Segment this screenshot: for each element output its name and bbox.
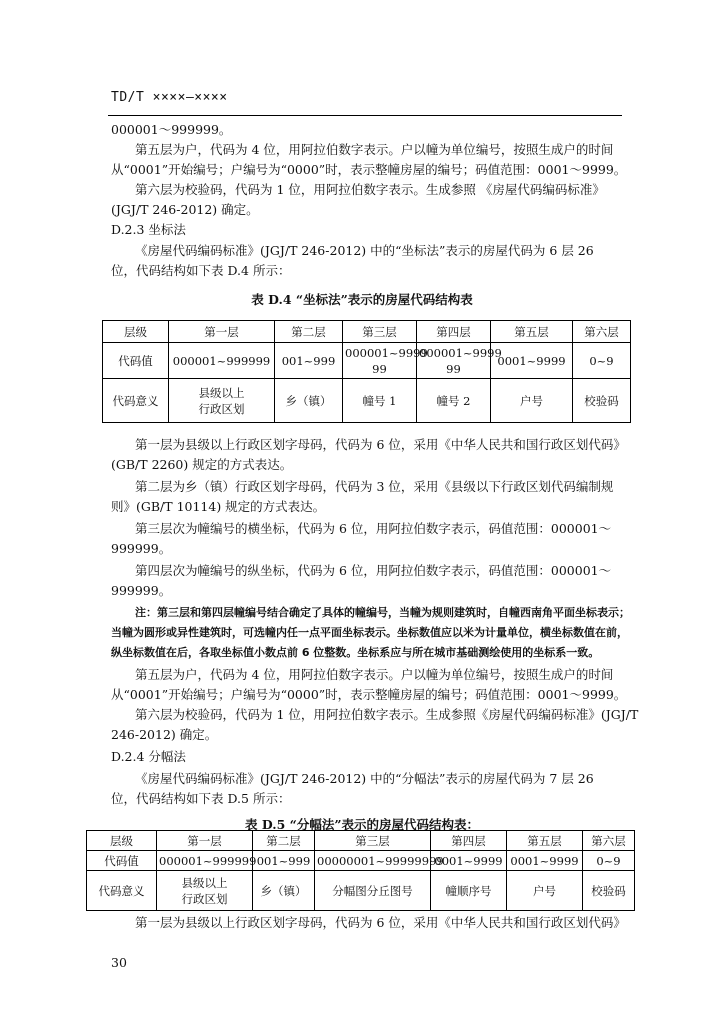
text-line: 第五层为户，代码为 4 位，用阿拉伯数字表示。户以幢为单位编号，按照生成户的时间: [135, 142, 614, 157]
text-line: 第三层次为幢编号的横坐标，代码为 6 位，用阿拉伯数字表示，码值范围：000001～: [135, 521, 612, 536]
table-header-cell: 层级: [103, 321, 169, 343]
table-header-row: [87, 831, 635, 851]
table-cell: 乡（镇）: [253, 871, 315, 911]
table-cell: [157, 871, 253, 911]
table-cell: 分幅图分丘图号: [315, 871, 431, 911]
note-line: 注：第三层和第四层幢编号结合确定了具体的幢编号，当幢为规则建筑时，自幢西南角平面坐标表示；: [135, 606, 630, 619]
table-cell: 校验码: [573, 379, 631, 423]
table-header-cell: 第四层: [431, 831, 507, 851]
text-line: 第五层为户，代码为 4 位，用阿拉伯数字表示。户以幢为单位编号，按照生成户的时间: [135, 667, 614, 682]
table-header-cell: 层级: [87, 831, 157, 851]
table-cell: 001~999: [275, 343, 343, 379]
table-header-cell: 第二层: [275, 321, 343, 343]
note-line: 当幢为圆形或异性建筑时，可选幢内任一点平面坐标表示。坐标数值应以米为计量单位，横坐标数值在前，: [111, 626, 628, 639]
table-cell: [169, 379, 275, 423]
text-line: 第四层次为幢编号的纵坐标，代码为 6 位，用阿拉伯数字表示，码值范围：000001～: [135, 563, 612, 578]
text-line: 第六层为校验码，代码为 1 位，用阿拉伯数字表示。生成参照 《房屋代码编码标准》: [135, 182, 605, 197]
text-line: (GB/T 2260) 规定的方式表达。: [111, 457, 293, 472]
table-header-cell: 第六层: [573, 321, 631, 343]
text-line: 第一层为县级以上行政区划字母码，代码为 6 位，采用《中华人民共和国行政区划代码》: [135, 437, 626, 452]
table-cell: 00000001~99999999: [315, 851, 431, 871]
text-line: 246-2012) 确定。: [111, 727, 218, 742]
text-line: 位，代码结构如下表 D.5 所示：: [111, 791, 291, 806]
table-header-cell: 第六层: [583, 831, 635, 851]
table-header-cell: 第一层: [169, 321, 275, 343]
section-heading: D.2.3 坐标法: [111, 222, 186, 237]
table-cell: 幢顺序号: [431, 871, 507, 911]
cell-line: 99: [372, 361, 387, 376]
table-header-row: [103, 321, 631, 343]
note-line: 纵坐标数值在后，各取坐标值小数点前 6 位整数。坐标系应与所在城市基础测绘使用的坐标系一致。: [111, 646, 600, 659]
table-cell: 0001~9999: [491, 343, 573, 379]
text-line: 从“0001”开始编号；户编号为“0000”时，表示整幢房屋的编号；码值范围：0001～9999。: [111, 687, 627, 702]
text-line: 《房屋代码编码标准》(JGJ/T 246-2012) 中的“分幅法”表示的房屋代码为 7 层 26: [135, 771, 594, 786]
table-cell: 代码值: [87, 851, 157, 871]
table-header-cell: 第五层: [491, 321, 573, 343]
table-header-cell: 第三层: [343, 321, 417, 343]
page-number: 30: [111, 955, 127, 970]
text-line: 999999。: [111, 541, 172, 556]
section-heading: D.2.4 分幅法: [111, 749, 186, 764]
table-row: [103, 379, 631, 423]
table-cell: 代码意义: [103, 379, 169, 423]
table-header-cell: 第一层: [157, 831, 253, 851]
table-cell: 幢号 1: [343, 379, 417, 423]
table-cell: 000001~999999: [169, 343, 275, 379]
table-cell: 0001~9999: [507, 851, 583, 871]
table-cell: 幢号 2: [417, 379, 491, 423]
text-line: 第一层为县级以上行政区划字母码，代码为 6 位，采用《中华人民共和国行政区划代码》: [135, 915, 626, 930]
cell-line: 县级以上: [181, 875, 228, 890]
table-cell: [343, 343, 428, 379]
cell-line: 000001~9999: [345, 345, 428, 360]
table-header-cell: 第二层: [253, 831, 315, 851]
text-line: 则》(GB/T 10114) 规定的方式表达。: [111, 499, 326, 514]
cell-line: 000001~9999: [419, 345, 502, 360]
text-line: (JGJ/T 246-2012) 确定。: [111, 202, 259, 217]
text-line: 000001～999999。: [111, 122, 232, 137]
text-line: 第二层为乡（镇）行政区划字母码，代码为 3 位，采用《县级以下行政区划代码编制规: [135, 479, 614, 494]
table-cell: [417, 343, 502, 379]
table-caption: 表 D.5 “分幅法”表示的房屋代码结构表：: [244, 817, 480, 832]
cell-line: 行政区划: [198, 401, 245, 416]
text-line: 第六层为校验码，代码为 1 位，用阿拉伯数字表示。生成参照《房屋代码编码标准》(JGJ/T: [135, 707, 639, 722]
table-row: [87, 851, 635, 871]
table-header-cell: 第四层: [417, 321, 491, 343]
table-cell: 0~9: [573, 343, 631, 379]
table-cell: 乡（镇）: [275, 379, 343, 423]
table-cell: 户号: [507, 871, 583, 911]
table-cell: 校验码: [583, 871, 635, 911]
table-cell: 户号: [491, 379, 573, 423]
text-line: 999999。: [111, 583, 172, 598]
table-cell: 代码意义: [87, 871, 157, 911]
document-header: TD/T ××××—××××: [111, 90, 228, 105]
table-cell: 000001~999999: [157, 851, 253, 871]
table-header-cell: 第三层: [315, 831, 431, 851]
text-line: 位，代码结构如下表 D.4 所示：: [111, 263, 291, 278]
cell-line: 99: [446, 361, 461, 376]
text-line: 《房屋代码编码标准》(JGJ/T 246-2012) 中的“坐标法”表示的房屋代码为 6 层 26: [135, 243, 594, 258]
code-structure-table-d5: [86, 830, 635, 911]
table-cell: 001~999: [253, 851, 315, 871]
table-row: [87, 871, 635, 911]
cell-line: 行政区划: [181, 891, 228, 906]
table-header-cell: 第五层: [507, 831, 583, 851]
cell-line: 县级以上: [198, 385, 245, 400]
code-structure-table-d4: [102, 320, 631, 423]
header-rule: [108, 115, 622, 116]
table-row: [103, 343, 631, 379]
table-caption: 表 D.4 “坐标法”表示的房屋代码结构表: [251, 292, 473, 307]
table-cell: 0001~9999: [431, 851, 507, 871]
text-line: 从“0001”开始编号；户编号为“0000”时，表示整幢房屋的编号；码值范围：0001～9999。: [111, 162, 627, 177]
table-cell: 代码值: [103, 343, 169, 379]
table-cell: 0~9: [583, 851, 635, 871]
